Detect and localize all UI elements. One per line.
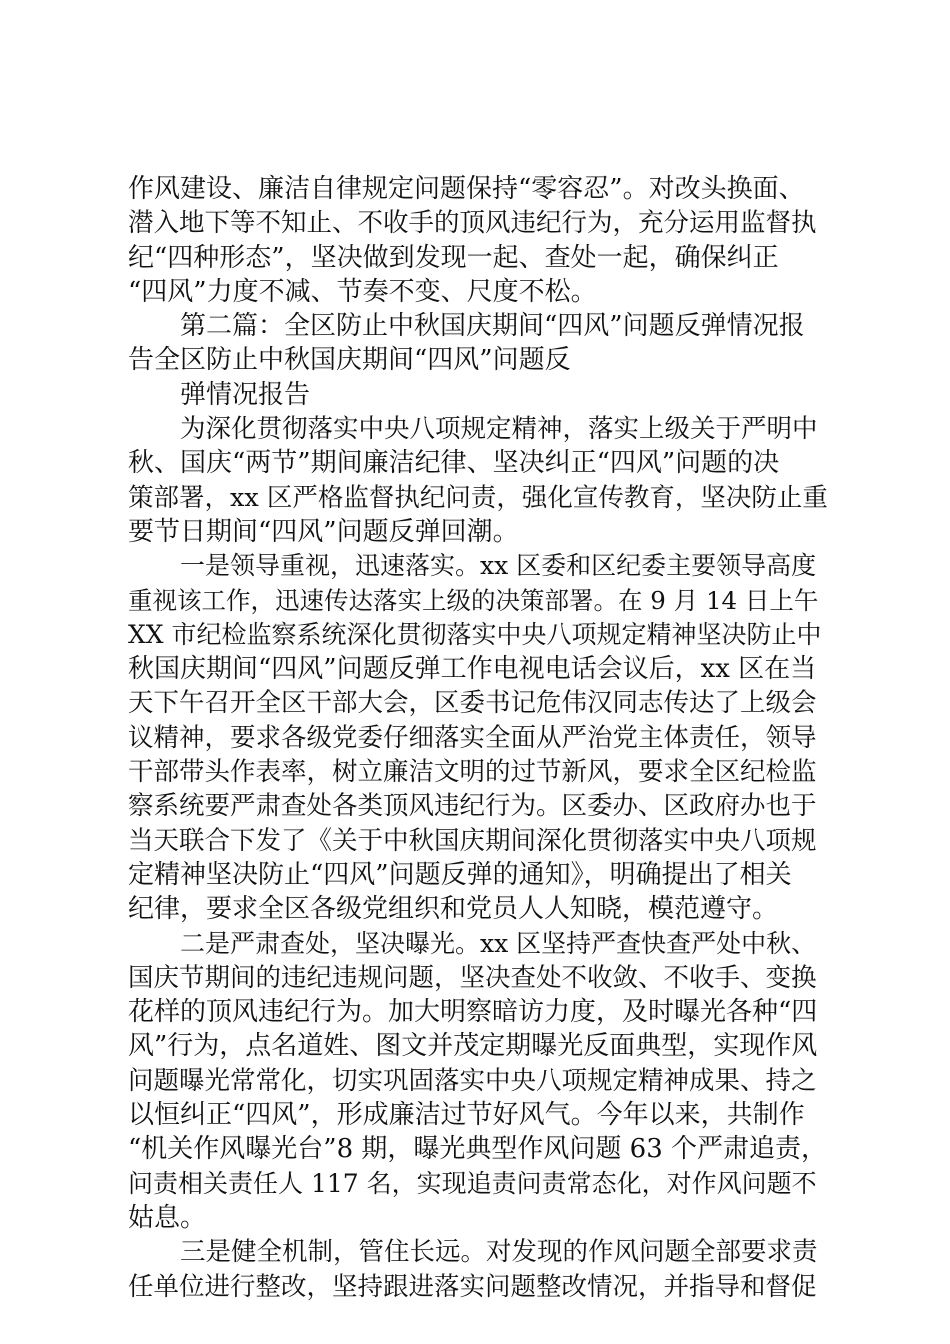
text-line: 策部署，xx 区严格监督执纪问责，强化宣传教育，坚决防止重 — [128, 482, 828, 513]
text-line: 三是健全机制，管住长远。对发现的作风问题全部要求责 — [180, 1237, 818, 1268]
text-line: “机关作风曝光台”8 期，曝光典型作风问题 63 个严肃追责， — [128, 1134, 828, 1165]
text-line: 第二篇：全区防止中秋国庆期间“四风”问题反弹情况报 — [180, 311, 805, 342]
text-line: 告全区防止中秋国庆期间“四风”问题反 — [128, 345, 571, 376]
text-line: 天下午召开全区干部大会，区委书记危伟汉同志传达了上级会 — [128, 688, 817, 719]
text-line: 定精神坚决防止“四风”问题反弹的通知》，明确提出了相关 — [128, 859, 792, 890]
text-line: 问题曝光常常化，切实巩固落实中央八项规定精神成果、持之 — [128, 1065, 817, 1096]
text-line: 弹情况报告 — [180, 379, 311, 410]
text-line: “四风”力度不减、节奏不变、尺度不松。 — [128, 276, 597, 307]
text-line: 一是领导重视，迅速落实。xx 区委和区纪委主要领导高度 — [180, 551, 817, 581]
text-line: 要节日期间“四风”问题反弹回潮。 — [128, 516, 519, 547]
text-line: 潜入地下等不知止、不收手的顶风违纪行为，充分运用监督执 — [128, 208, 817, 239]
text-line: 秋国庆期间“四风”问题反弹工作电视电话会议后，xx 区在当 — [128, 654, 817, 685]
text-line: 以恒纠正“四风”，形成廉洁过节好风气。今年以来，共制作 — [128, 1100, 805, 1131]
text-line: XX 市纪检监察系统深化贯彻落实中央八项规定精神坚决防止中 — [128, 619, 822, 649]
text-line: 为深化贯彻落实中央八项规定精神，落实上级关于严明中 — [180, 414, 818, 445]
text-line: 风”行为，点名道姓、图文并茂定期曝光反面典型，实现作风 — [128, 1031, 818, 1062]
text-line: 纪“四种形态”，坚决做到发现一起、查处一起，确保纠正 — [128, 242, 779, 273]
text-line: 任单位进行整改，坚持跟进落实问题整改情况，并指导和督促 — [128, 1271, 817, 1302]
text-line: 问责相关责任人 117 名，实现追责问责常态化，对作风问题不 — [128, 1168, 817, 1198]
text-line: 秋、国庆“两节”期间廉洁纪律、坚决纠正“四风”问题的决 — [128, 448, 780, 479]
text-line: 二是严肃查处，坚决曝光。xx 区坚持严查快查严处中秋、 — [180, 928, 817, 958]
text-line: 重视该工作，迅速传达落实上级的决策部署。在 9 月 14 日上午 — [128, 585, 819, 615]
text-line: 察系统要严肃查处各类顶风违纪行为。区委办、区政府办也于 — [128, 791, 817, 822]
text-line: 纪律，要求全区各级党组织和党员人人知晓，模范遵守。 — [128, 894, 779, 925]
text-line: 国庆节期间的违纪违规问题，坚决查处不收敛、不收手、变换 — [128, 962, 817, 993]
text-line: 议精神，要求各级党委仔细落实全面从严治党主体责任，领导 — [128, 722, 817, 753]
text-line: 干部带头作表率，树立廉洁文明的过节新风，要求全区纪检监 — [128, 757, 817, 788]
text-line: 作风建设、廉洁自律规定问题保持“零容忍”。对改头换面、 — [128, 174, 805, 204]
text-line: 花样的顶风违纪行为。加大明察暗访力度，及时曝光各种“四 — [128, 997, 818, 1028]
text-line: 姑息。 — [128, 1202, 207, 1233]
text-line: 当天联合下发了《关于中秋国庆期间深化贯彻落实中央八项规 — [128, 825, 817, 856]
document-body — [128, 172, 828, 1304]
